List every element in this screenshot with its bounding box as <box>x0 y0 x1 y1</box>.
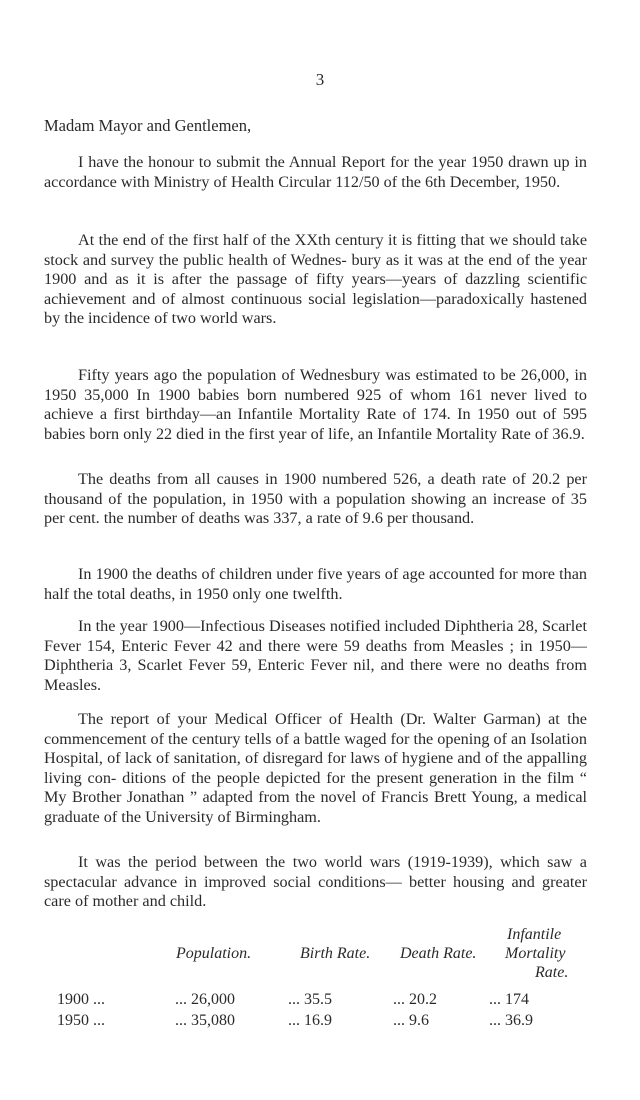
header-rate: Rate. <box>535 964 569 981</box>
paragraph-8-block <box>44 853 587 912</box>
row-1950-year: 1950 ... <box>57 1012 105 1029</box>
row-1900-birth-rate: ... 35.5 <box>288 991 332 1008</box>
header-mortality: Mortality <box>505 945 566 962</box>
paragraph-3: Fifty years ago the population of Wednesbury was estimated to be 26,000, in 1950 35,000 In 1900 babies born numbered 925 of whom 161 never lived to achieve a first birthday—an Infantile Mortality Rate of 174. In 1950 out of 595 babies born only 22 died in the first year of life, an Infantile Mortality Rate of 36.9. <box>44 366 587 443</box>
page-number: 3 <box>315 70 325 89</box>
row-1900-infantile: ... 174 <box>489 991 529 1008</box>
paragraph-1: I have the honour to submit the Annual Report for the year 1950 drawn up in accordance with Ministry of Health Circular 112/50 of the 6th December, 1950. <box>44 153 587 191</box>
paragraph-6: In the year 1900—Infectious Diseases notified included Diphtheria 28, Scarlet Fever 154, Enteric Fever 42 and there were 59 deaths from Measles ; in 1950—Diphtheria 3, Scarlet Fever 59, Enteric Fever nil, and there were no deaths from Measles. <box>44 617 587 694</box>
row-1900-death-rate: ... 20.2 <box>393 991 437 1008</box>
paragraph-3-block <box>44 366 587 444</box>
header-birth-rate: Birth Rate. <box>300 945 371 962</box>
paragraph-8: It was the period between the two world wars (1919-1939), which saw a spectacular advance in improved social conditions— better housing and greater care of mother and child. <box>44 853 587 911</box>
row-1900-population: ... 26,000 <box>175 991 235 1008</box>
paragraph-7: The report of your Medical Officer of Health (Dr. Walter Garman) at the commencement of the century tells of a battle waged for the opening of an Isolation Hospital, of lack of sanitation, of disregard for laws of hygiene and of the appalling living con- ditions of the people depicted for the present generation in the film “ My Brother Jonathan ” adapted from the novel of Francis Brett Young, a medical graduate of the University of Birmingham. <box>44 710 587 826</box>
header-death-rate: Death Rate. <box>400 945 477 962</box>
salutation: Madam Mayor and Gentlemen, <box>44 116 252 135</box>
row-1950-death-rate: ... 9.6 <box>393 1012 429 1029</box>
paragraph-2: At the end of the first half of the XXth century it is fitting that we should take stock and survey the public health of Wednes- bury as it was at the end of the year 1900 and as it is after the passage of fifty years—years of dazzling scientific achievement and of almost continuous social legislation—paradoxically hastened by the incidence of two world wars. <box>44 231 587 328</box>
paragraph-1-block <box>44 153 587 192</box>
paragraph-4-block <box>44 470 587 529</box>
paragraph-2-block <box>44 231 587 329</box>
paragraph-7-block <box>44 710 587 828</box>
paragraph-5-block <box>44 565 587 604</box>
header-infantile: Infantile <box>507 926 562 943</box>
row-1950-population: ... 35,080 <box>175 1012 235 1029</box>
row-1900-year: 1900 ... <box>57 991 105 1008</box>
paragraph-4: The deaths from all causes in 1900 numbered 526, a death rate of 20.2 per thousand of the population, in 1950 with a population showing an increase of 35 per cent. the number of deaths was 337, a rate of 9.6 per thousand. <box>44 470 587 528</box>
row-1950-birth-rate: ... 16.9 <box>288 1012 332 1029</box>
row-1950-infantile: ... 36.9 <box>489 1012 533 1029</box>
header-population: Population. <box>176 945 252 962</box>
paragraph-6-block <box>44 617 587 695</box>
paragraph-5: In 1900 the deaths of children under five years of age accounted for more than half the total deaths, in 1950 only one twelfth. <box>44 565 587 603</box>
